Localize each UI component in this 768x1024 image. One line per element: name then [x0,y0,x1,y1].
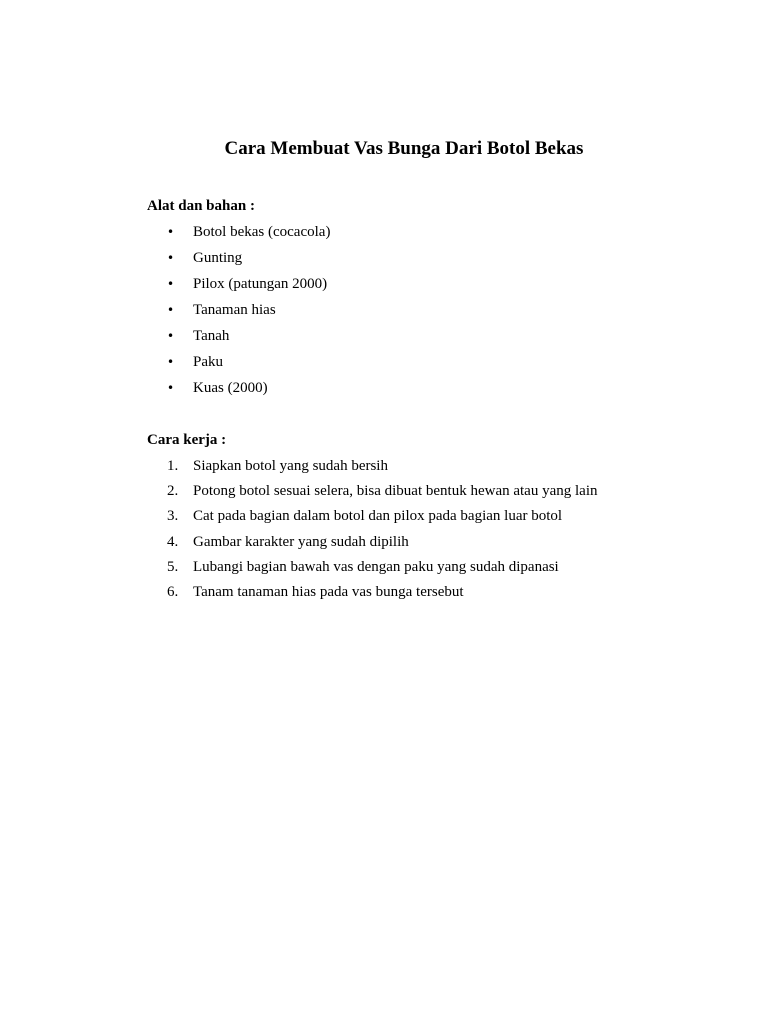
steps-list [147,456,707,607]
list-item [147,481,707,506]
tools-section [147,196,707,404]
bullet-icon: • [167,381,175,395]
list-item-text: Kuas (2000) [193,380,268,396]
list-item-text: Potong botol sesuai selera, bisa dibuat bentuk hewan atau yang lain [193,483,598,500]
step-number: 2. [167,483,179,500]
list-item-text: Tanaman hias [193,302,276,318]
bullet-icon: • [167,277,175,291]
list-item-text: Paku [193,354,223,370]
tools-list [147,222,707,404]
bullet-icon: • [167,329,175,343]
steps-heading: Cara kerja : [147,432,227,448]
list-item-text: Siapkan botol yang sudah bersih [193,458,388,474]
list-item [147,326,707,352]
step-number: 3. [167,508,179,525]
list-item [147,300,707,326]
list-item [147,557,707,582]
list-item-text: Pilox (patungan 2000) [193,276,328,292]
list-item [147,582,707,607]
list-item [147,378,707,404]
step-number: 4. [167,533,179,550]
list-item-text: Cat pada bagian dalam botol dan pilox pada bagian luar botol [193,508,563,525]
list-item [147,248,707,274]
list-item [147,532,707,557]
list-item [147,222,707,248]
list-item-text: Tanam tanaman hias pada vas bunga tersebut [193,583,464,600]
list-item-text: Botol bekas (cocacola) [193,224,331,240]
list-item [147,506,707,531]
list-item-text: Lubangi bagian bawah vas dengan paku yang sudah dipanasi [193,558,559,575]
list-item-text: Gambar karakter yang sudah dipilih [193,533,409,550]
bullet-icon: • [167,303,175,317]
bullet-icon: • [167,225,175,239]
bullet-icon: • [167,251,175,265]
list-item-text: Tanah [193,328,230,344]
list-item [147,352,707,378]
step-number: 6. [167,583,179,600]
list-item [147,456,707,481]
tools-heading: Alat dan bahan : [147,198,255,214]
list-item-text: Gunting [193,250,243,266]
step-number: 1. [167,458,179,474]
bullet-icon: • [167,355,175,369]
document-title: Cara Membuat Vas Bunga Dari Botol Bekas [224,138,584,159]
steps-section [147,430,707,607]
list-item [147,274,707,300]
step-number: 5. [167,558,179,575]
